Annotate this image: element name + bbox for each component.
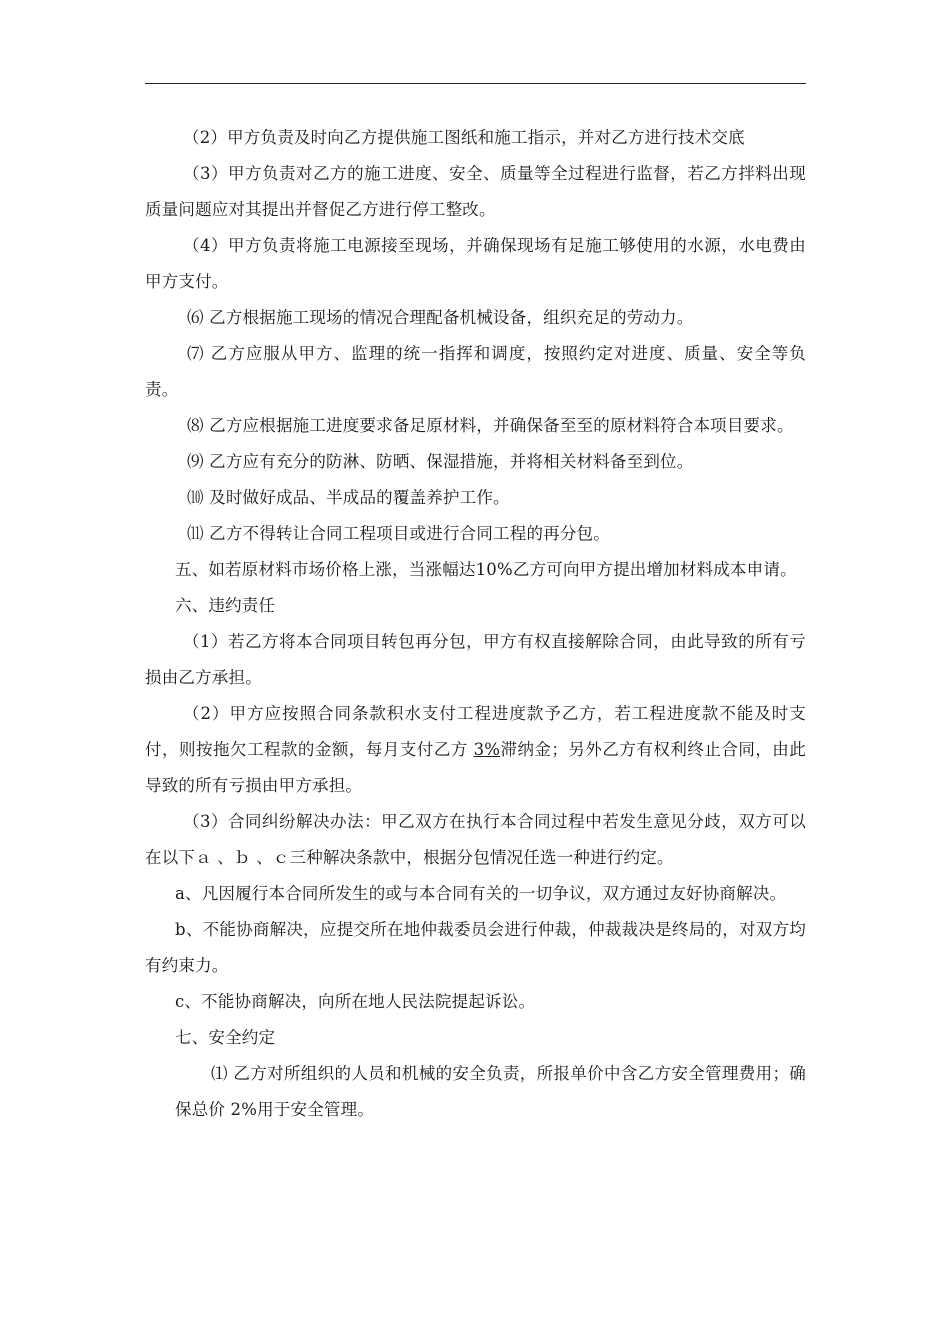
option-b: b、不能协商解决，应提交所在地仲裁委员会进行仲裁，仲裁裁决是终局的，对双方均有约束力。 (145, 920, 806, 975)
option-c: c、不能协商解决，向所在地人民法院提起诉讼。 (175, 992, 536, 1011)
section-six-clause-2 (145, 696, 806, 804)
document-body (145, 120, 806, 1128)
clause-6: ⑹ 乙方根据施工现场的情况合理配备机械设备，组织充足的劳动力。 (187, 308, 694, 327)
section-six-heading: 六、违约责任 (175, 596, 276, 615)
section-seven-clause-1: ⑴ 乙方对所组织的人员和机械的安全负责，所报单价中含乙方安全管理费用；确保总价 2%用于安全管理。 (175, 1064, 806, 1119)
clause-3: （3）甲方负责对乙方的施工进度、安全、质量等全过程进行监督，若乙方拌料出现质量问题应对其提出并督促乙方进行停工整改。 (145, 164, 806, 219)
section-six-clause-1: （1）若乙方将本合同项目转包再分包，甲方有权直接解除合同，由此导致的所有亏损由乙方承担。 (145, 632, 806, 687)
clause-8: ⑻ 乙方应根据施工进度要求备足原材料，并确保备至至的原材料符合本项目要求。 (187, 416, 794, 435)
section-five: 五、如若原材料市场价格上涨，当涨幅达10%乙方可向甲方提出增加材料成本申请。 (175, 560, 797, 579)
clause-11: ⑾ 乙方不得转让合同工程项目或进行合同工程的再分包。 (187, 524, 610, 543)
clause-text-after: 滞纳金；另外乙方有权利终止合同，由此导致的所有亏损由甲方承担。 (145, 740, 806, 795)
option-a: a、凡因履行本合同所发生的或与本合同有关的一切争议，双方通过友好协商解决。 (175, 884, 787, 903)
clause-9: ⑼ 乙方应有充分的防淋、防晒、保湿措施，并将相关材料备至到位。 (187, 452, 694, 471)
section-six-clause-3: （3）合同纠纷解决办法：甲乙双方在执行本合同过程中若发生意见分歧，双方可以在以下ａ 、ｂ 、ｃ三种解决条款中，根据分包情况任选一种进行约定。 (145, 812, 806, 867)
late-fee-rate: 3% (473, 740, 501, 759)
clause-4: （4）甲方负责将施工电源接至现场，并确保现场有足施工够使用的水源，水电费由甲方支付。 (145, 236, 806, 291)
clause-7: ⑺ 乙方应服从甲方、监理的统一指挥和调度，按照约定对进度、质量、安全等负责。 (145, 344, 806, 399)
clause-2: （2）甲方负责及时向乙方提供施工图纸和施工指示，并对乙方进行技术交底 (183, 128, 745, 147)
clause-text-before: （2）甲方应按照合同条款积水支付工程进度款予乙方，若工程进度款不能及时支付，则按拖欠工程款的金额，每月支付乙方 (145, 704, 806, 759)
clause-10: ⑽ 及时做好成品、半成品的覆盖养护工作。 (187, 488, 510, 507)
header-rule (145, 83, 806, 84)
section-seven-heading: 七、安全约定 (175, 1028, 276, 1047)
